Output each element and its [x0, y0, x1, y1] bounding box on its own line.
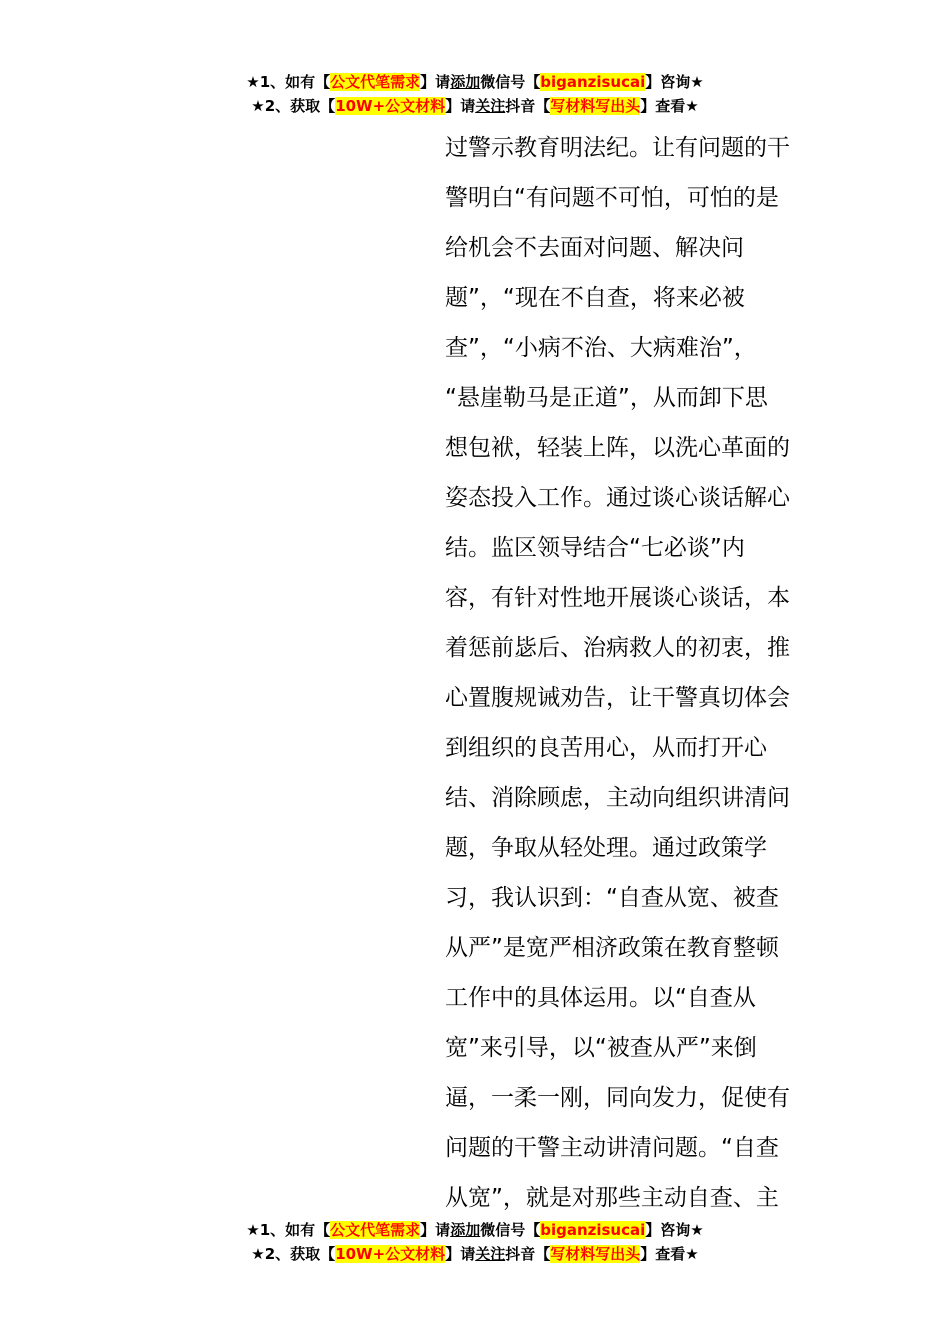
- body-line: 容，有针对性地开展谈心谈话，本: [445, 585, 790, 611]
- body-line: 给机会不去面对问题、解决问: [445, 235, 744, 261]
- header-line-1-underline: 添加: [450, 73, 481, 91]
- body-line: 到组织的良苦用心，从而打开心: [445, 735, 767, 761]
- body-line: 习，我认识到：“自查从宽、被查: [445, 885, 779, 911]
- footer-line-2-underline: 关注: [475, 1245, 506, 1263]
- body-line: 结。监区领导结合“七必谈”内: [445, 535, 745, 561]
- header-line-2-douyin-account: 写材料写出头: [550, 97, 641, 115]
- body-line: 工作中的具体运用。以“自查从: [445, 985, 756, 1011]
- header-line-1-highlight-service: 公文代笔需求: [330, 73, 421, 91]
- header-line-2-suffix: 】查看★: [640, 97, 699, 115]
- footer-line-1-text-2: 微信号【: [480, 1221, 541, 1239]
- body-line: 从严”是宽严相济政策在教育整顿: [445, 935, 779, 961]
- body-line: 宽”来引导，以“被查从严”来倒: [445, 1035, 757, 1061]
- body-line: 想包袱，轻装上阵，以洗心革面的: [445, 435, 790, 461]
- body-line: 警明白“有问题不可怕，可怕的是: [445, 185, 779, 211]
- document-body: [445, 123, 807, 1223]
- header-banner: [0, 70, 950, 118]
- footer-banner: [0, 1218, 950, 1266]
- footer-line-2: [0, 1242, 950, 1266]
- header-line-1: [0, 70, 950, 94]
- body-line: 逼，一柔一刚，同向发力，促使有: [445, 1085, 790, 1111]
- body-line: 姿态投入工作。通过谈心谈话解心: [445, 485, 790, 511]
- header-line-2-prefix: ★2、获取【: [251, 97, 336, 115]
- footer-line-1-underline: 添加: [450, 1221, 481, 1239]
- header-line-1-text-2: 微信号【: [480, 73, 541, 91]
- footer-line-1-highlight-service: 公文代笔需求: [330, 1221, 421, 1239]
- body-line: 从宽”，就是对那些主动自查、主: [445, 1185, 779, 1211]
- body-line: 查”，“小病不治、大病难治”，: [445, 335, 757, 361]
- body-line: 问题的干警主动讲清问题。“自查: [445, 1135, 779, 1161]
- body-line: 着惩前毖后、治病救人的初衷，推: [445, 635, 790, 661]
- header-line-2: [0, 94, 950, 118]
- body-line: 题，争取从轻处理。通过政策学: [445, 835, 767, 861]
- header-line-2-text: 】请: [445, 97, 476, 115]
- header-line-2-text-2: 抖音【: [505, 97, 551, 115]
- footer-line-2-text-2: 抖音【: [505, 1245, 551, 1263]
- footer-line-1-suffix: 】咨询★: [645, 1221, 704, 1239]
- footer-line-2-douyin-account: 写材料写出头: [550, 1245, 641, 1263]
- footer-line-2-highlight-materials: 10W+公文材料: [335, 1245, 446, 1263]
- footer-line-1-text: 】请: [420, 1221, 451, 1239]
- body-line: 心置腹规诫劝告，让干警真切体会: [445, 685, 790, 711]
- header-line-1-wechat-id: biganzisucai: [540, 73, 646, 91]
- footer-line-2-prefix: ★2、获取【: [251, 1245, 336, 1263]
- body-line: 过警示教育明法纪。让有问题的干: [445, 135, 790, 161]
- footer-line-2-text: 】请: [445, 1245, 476, 1263]
- footer-line-1: [0, 1218, 950, 1242]
- header-line-2-underline: 关注: [475, 97, 506, 115]
- body-line: “悬崖勒马是正道”，从而卸下思: [445, 385, 768, 411]
- footer-line-1-prefix: ★1、如有【: [246, 1221, 331, 1239]
- footer-line-2-suffix: 】查看★: [640, 1245, 699, 1263]
- header-line-1-text: 】请: [420, 73, 451, 91]
- footer-line-1-wechat-id: biganzisucai: [540, 1221, 646, 1239]
- body-line: 题”，“现在不自查，将来必被: [445, 285, 745, 311]
- header-line-1-prefix: ★1、如有【: [246, 73, 331, 91]
- header-line-2-highlight-materials: 10W+公文材料: [335, 97, 446, 115]
- header-line-1-suffix: 】咨询★: [645, 73, 704, 91]
- body-line: 结、消除顾虑，主动向组织讲清问: [445, 785, 790, 811]
